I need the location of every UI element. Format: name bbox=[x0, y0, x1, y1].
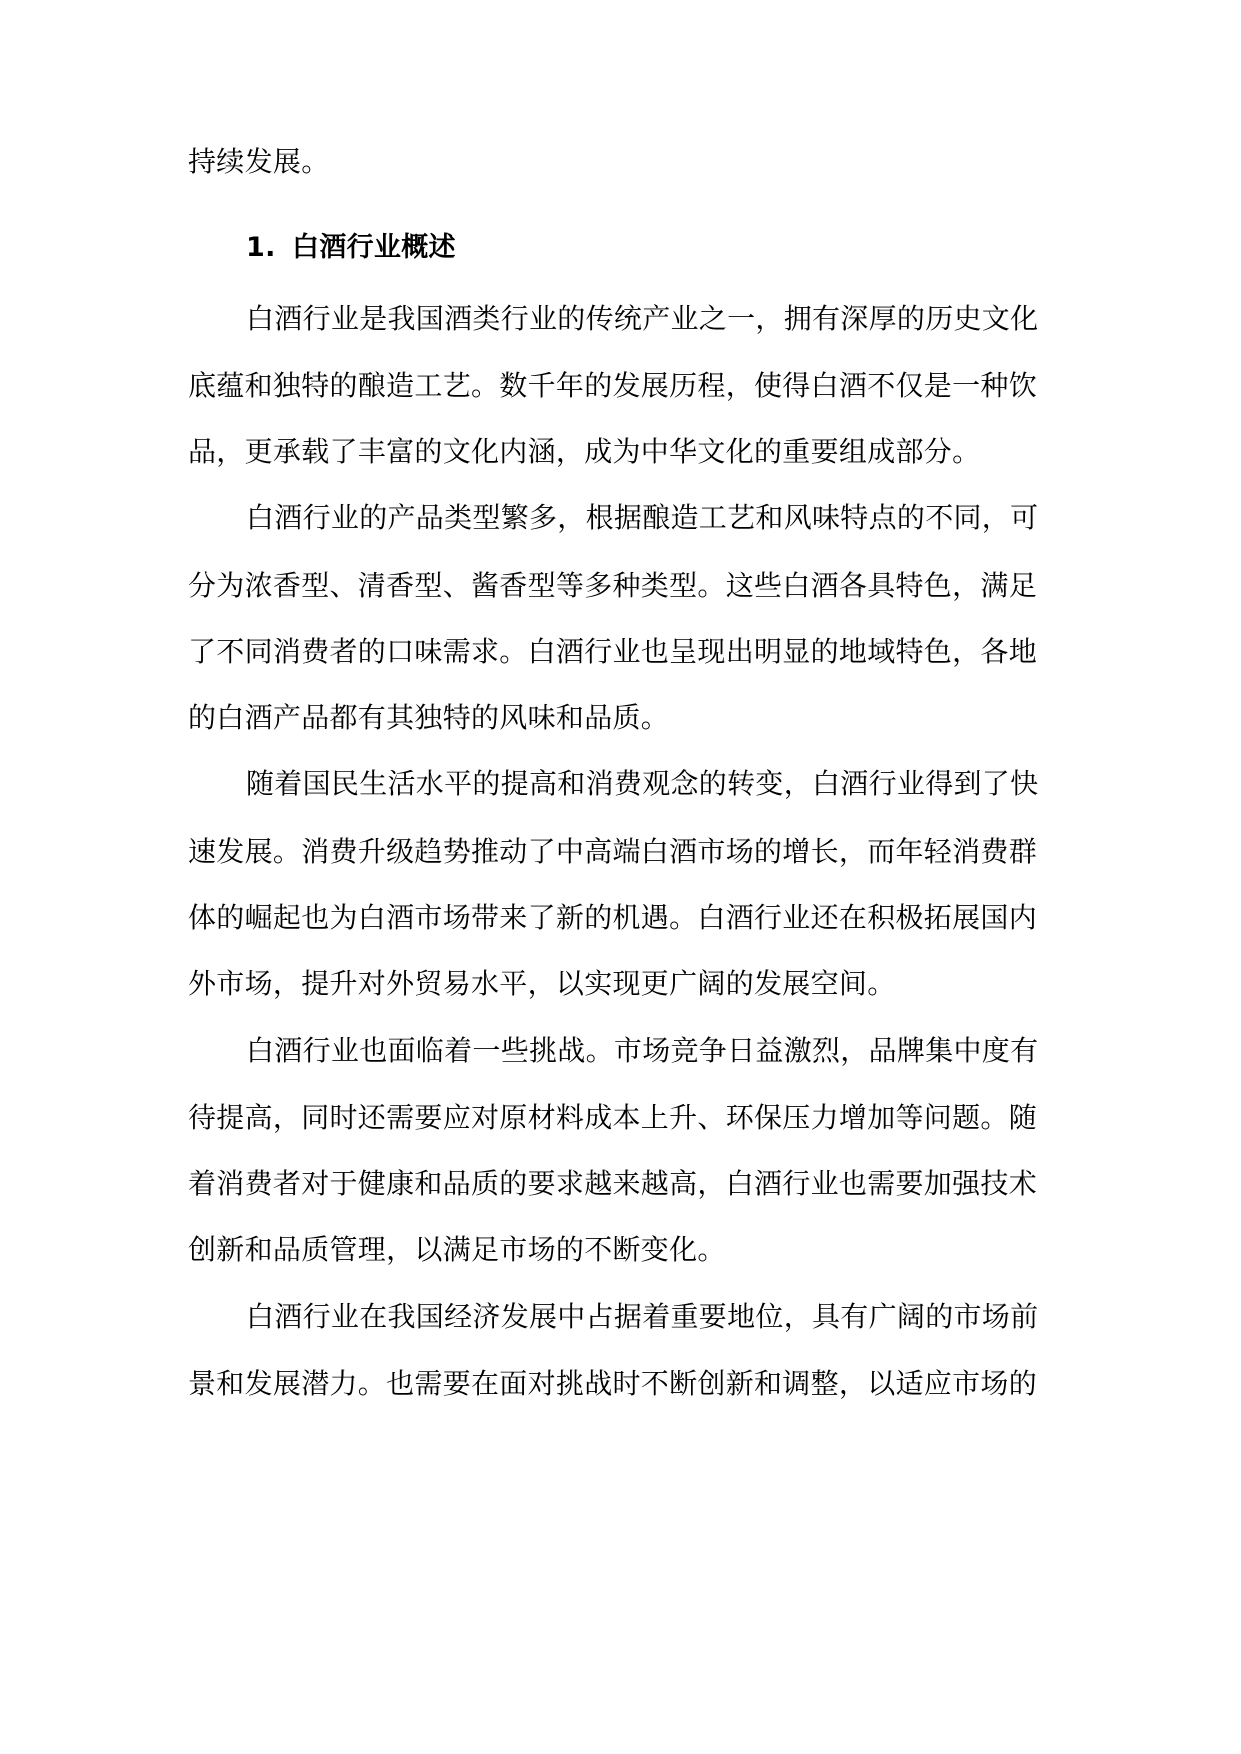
paragraph-line: 底蕴和独特的酿造工艺。数千年的发展历程，使得白酒不仅是一种饮 bbox=[188, 369, 1038, 402]
paragraph-line: 景和发展潜力。也需要在面对挑战时不断创新和调整，以适应市场的 bbox=[188, 1367, 1038, 1400]
paragraph-line: 了不同消费者的口味需求。白酒行业也呈现出明显的地域特色，各地 bbox=[188, 635, 1038, 668]
paragraph-line: 速发展。消费升级趋势推动了中高端白酒市场的增长，而年轻消费群 bbox=[188, 835, 1038, 868]
paragraph-line: 白酒行业在我国经济发展中占据着重要地位，具有广阔的市场前 bbox=[246, 1300, 1039, 1333]
paragraph-line: 白酒行业是我国酒类行业的传统产业之一，拥有深厚的历史文化 bbox=[246, 302, 1039, 335]
section-heading bbox=[246, 224, 456, 272]
paragraph-line: 体的崛起也为白酒市场带来了新的机遇。白酒行业还在积极拓展国内 bbox=[188, 901, 1038, 934]
paragraph-line: 白酒行业的产品类型繁多，根据酿造工艺和风味特点的不同，可 bbox=[246, 501, 1039, 534]
paragraph-line: 外市场，提升对外贸易水平，以实现更广阔的发展空间。 bbox=[188, 967, 896, 1000]
section-number: 1. bbox=[246, 232, 276, 263]
paragraph-line: 品，更承载了丰富的文化内涵，成为中华文化的重要组成部分。 bbox=[188, 435, 981, 468]
continuation-text: 持续发展。 bbox=[188, 145, 330, 178]
section-title: 白酒行业概述 bbox=[292, 232, 456, 263]
paragraph-line: 随着国民生活水平的提高和消费观念的转变，白酒行业得到了快 bbox=[246, 767, 1039, 800]
paragraph-line: 创新和品质管理，以满足市场的不断变化。 bbox=[188, 1233, 726, 1266]
paragraph-line: 待提高，同时还需要应对原材料成本上升、环保压力增加等问题。随 bbox=[188, 1101, 1038, 1134]
paragraph-line: 着消费者对于健康和品质的要求越来越高，白酒行业也需要加强技术 bbox=[188, 1167, 1038, 1200]
paragraph-line: 分为浓香型、清香型、酱香型等多种类型。这些白酒各具特色，满足 bbox=[188, 569, 1038, 602]
paragraph-line: 白酒行业也面临着一些挑战。市场竞争日益激烈，品牌集中度有 bbox=[246, 1034, 1039, 1067]
paragraph-line: 的白酒产品都有其独特的风味和品质。 bbox=[188, 701, 670, 734]
